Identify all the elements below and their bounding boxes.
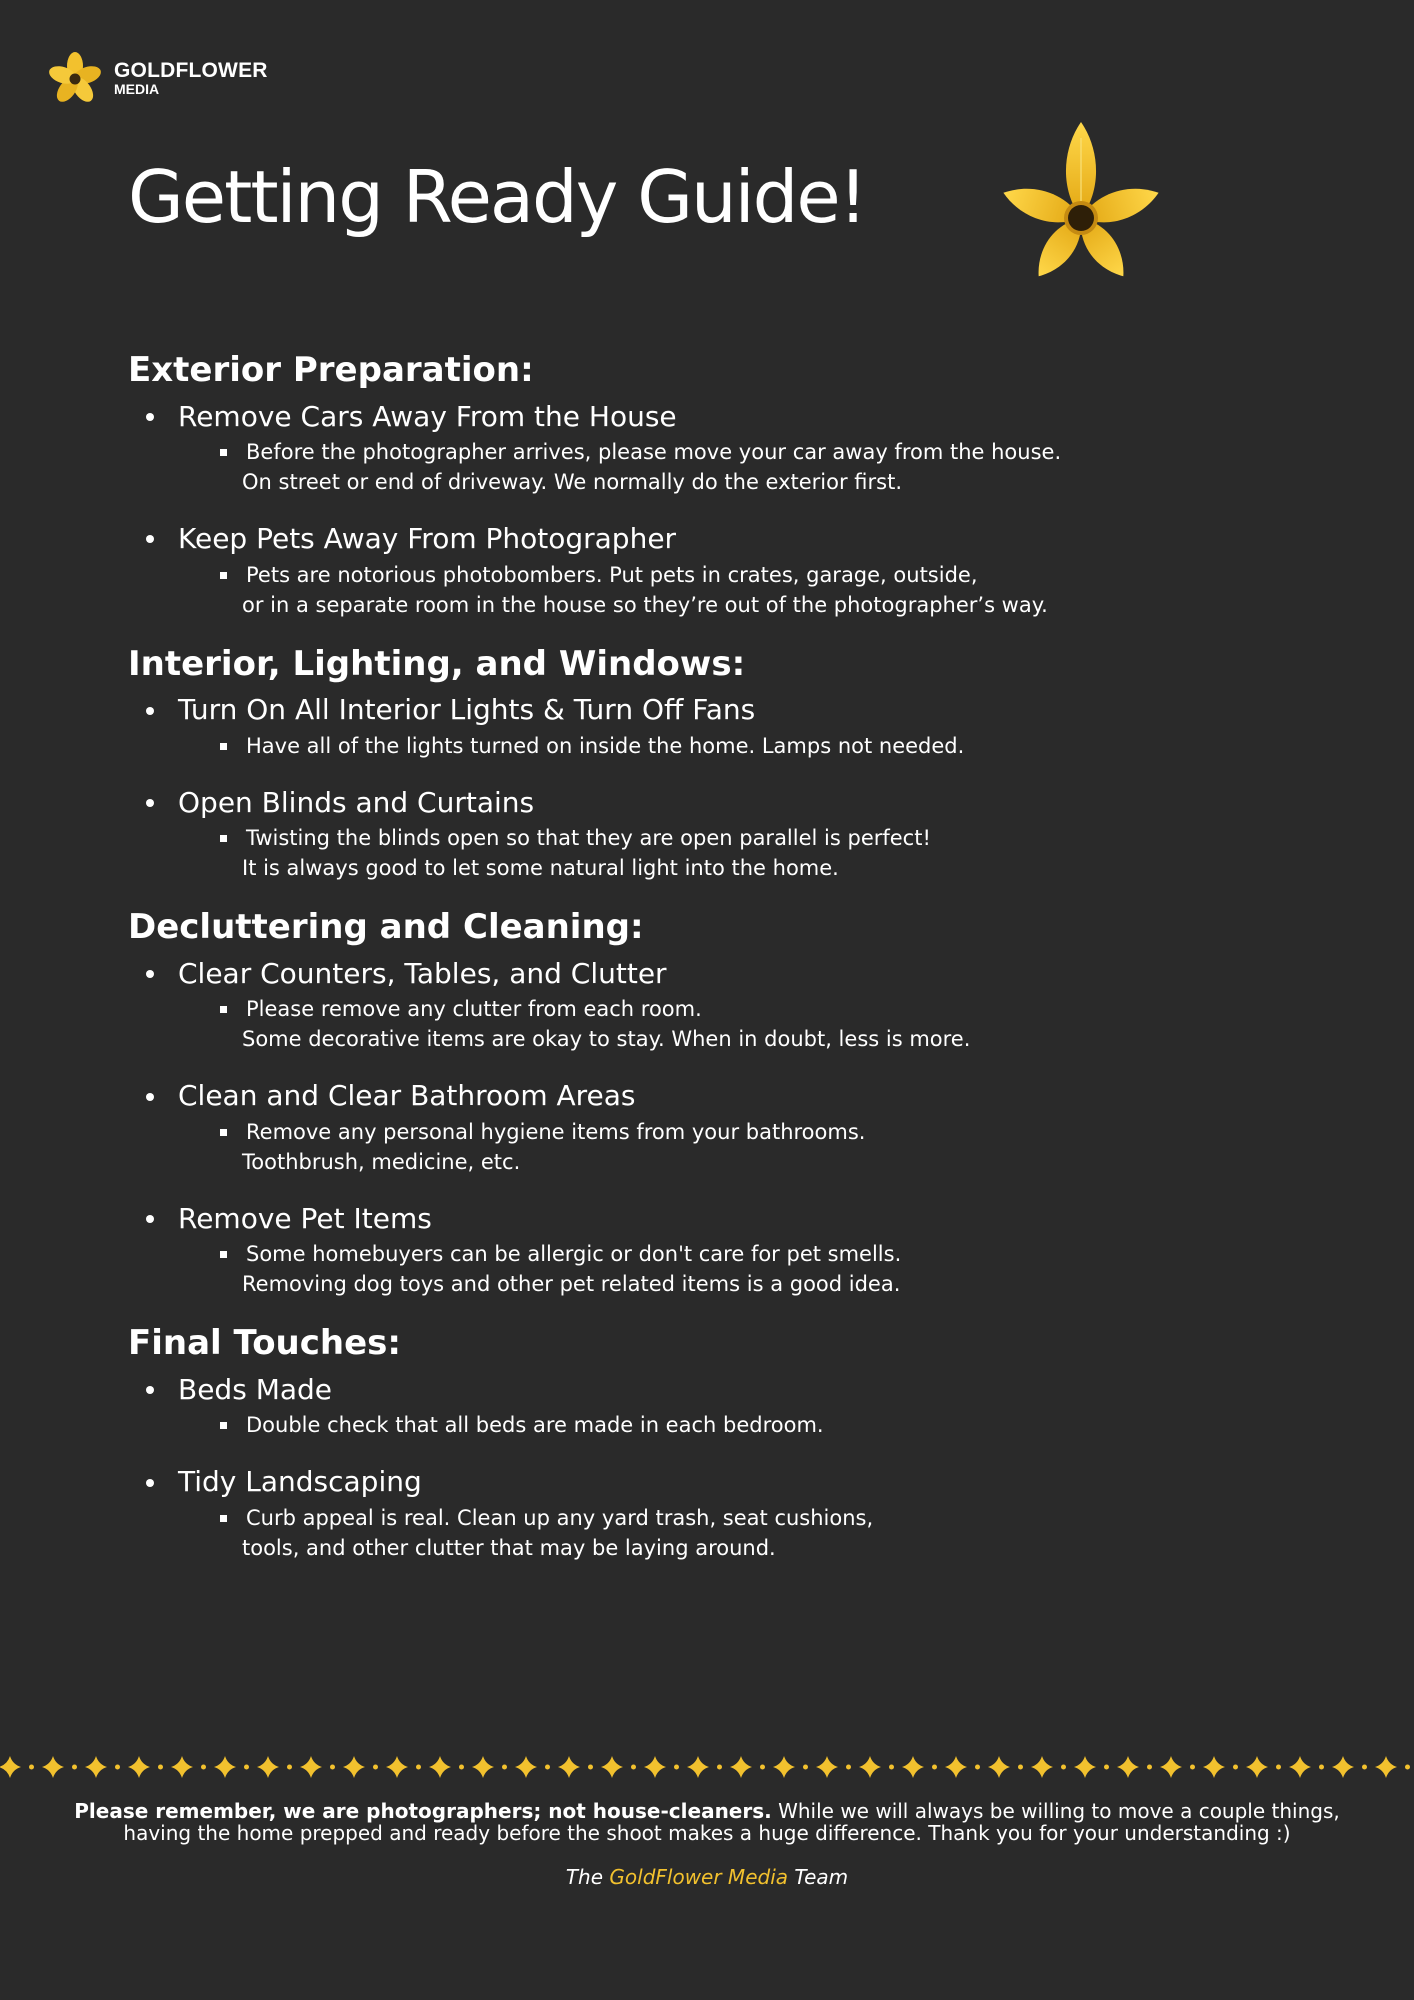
star-icon xyxy=(1203,1756,1225,1778)
star-icon xyxy=(257,1756,279,1778)
section-title: Interior, Lighting, and Windows: xyxy=(128,643,746,684)
detail-line: Toothbrush, medicine, etc. xyxy=(242,1149,521,1174)
item-detail xyxy=(220,994,1308,1054)
signoff-prefix: The xyxy=(565,1865,610,1889)
bullet-icon xyxy=(146,413,154,421)
dot-icon xyxy=(932,1765,937,1770)
detail-line: Some homebuyers can be allergic or don't care for pet smells. xyxy=(220,1239,1308,1269)
detail-line: Some decorative items are okay to stay. When in doubt, less is more. xyxy=(242,1027,971,1052)
item-title-text: Beds Made xyxy=(178,1372,333,1406)
star-icon xyxy=(902,1756,924,1778)
footer-text: While we will always be willing to move a couple things, xyxy=(771,1799,1340,1823)
dot-icon xyxy=(1362,1765,1367,1770)
list-item xyxy=(128,1464,1308,1562)
star-icon xyxy=(42,1756,64,1778)
item-title xyxy=(146,692,1308,728)
star-icon xyxy=(171,1756,193,1778)
item-detail xyxy=(220,823,1308,883)
section-title: Final Touches: xyxy=(128,1323,402,1364)
detail-line: Remove any personal hygiene items from your bathrooms. xyxy=(220,1117,1308,1147)
item-title xyxy=(146,1078,1308,1114)
detail-line: Curb appeal is real. Clean up any yard trash, seat cushions, xyxy=(220,1503,1308,1533)
dot-icon xyxy=(1319,1765,1324,1770)
section-title: Decluttering and Cleaning: xyxy=(128,907,644,948)
dot-icon xyxy=(717,1765,722,1770)
dot-icon xyxy=(674,1765,679,1770)
detail-line: It is always good to let some natural light into the home. xyxy=(242,856,839,881)
item-title-text: Tidy Landscaping xyxy=(178,1465,422,1499)
star-icon xyxy=(558,1756,580,1778)
list-item xyxy=(128,692,1308,760)
bullet-icon xyxy=(146,799,154,807)
dot-icon xyxy=(330,1765,335,1770)
detail-line: Have all of the lights turned on inside the home. Lamps not needed. xyxy=(220,731,1308,761)
item-title xyxy=(146,1201,1308,1237)
detail-line: tools, and other clutter that may be laying around. xyxy=(242,1535,776,1560)
section xyxy=(128,350,1308,620)
item-title-text: Turn On All Interior Lights & Turn Off Fans xyxy=(178,693,756,727)
dot-icon xyxy=(115,1765,120,1770)
detail-line: Before the photographer arrives, please move your car away from the house. xyxy=(220,437,1308,467)
item-title xyxy=(146,1464,1308,1500)
star-icon xyxy=(730,1756,752,1778)
star-icon xyxy=(601,1756,623,1778)
list-item xyxy=(128,521,1308,619)
bullet-icon xyxy=(146,1386,154,1394)
dot-icon xyxy=(1233,1765,1238,1770)
star-icon xyxy=(128,1756,150,1778)
item-title xyxy=(146,399,1308,435)
star-icon xyxy=(85,1756,107,1778)
detail-line: Pets are notorious photobombers. Put pets in crates, garage, outside, xyxy=(220,560,1308,590)
item-detail xyxy=(220,1239,1308,1299)
star-divider xyxy=(0,1754,1414,1780)
bullet-icon xyxy=(146,1479,154,1487)
dot-icon xyxy=(1147,1765,1152,1770)
list-item xyxy=(128,1372,1308,1440)
item-title-text: Clear Counters, Tables, and Clutter xyxy=(178,956,667,990)
signoff xyxy=(0,1866,1414,1888)
dot-icon xyxy=(459,1765,464,1770)
item-detail xyxy=(220,437,1308,497)
item-title-text: Open Blinds and Curtains xyxy=(178,785,535,819)
star-icon xyxy=(988,1756,1010,1778)
item-title xyxy=(146,785,1308,821)
star-icon xyxy=(644,1756,666,1778)
detail-line: Removing dog toys and other pet related items is a good idea. xyxy=(242,1272,901,1297)
star-icon xyxy=(945,1756,967,1778)
detail-line: Double check that all beds are made in each bedroom. xyxy=(220,1410,1308,1440)
section xyxy=(128,1323,1308,1563)
dot-icon xyxy=(1104,1765,1109,1770)
footer-note xyxy=(0,1800,1414,1888)
dot-icon xyxy=(287,1765,292,1770)
dot-icon xyxy=(889,1765,894,1770)
item-title-text: Keep Pets Away From Photographer xyxy=(178,522,677,556)
brand-logo xyxy=(44,52,268,104)
item-detail xyxy=(220,1410,1308,1440)
item-title-text: Remove Cars Away From the House xyxy=(178,399,677,433)
dot-icon xyxy=(416,1765,421,1770)
footer-text-line2: having the home prepped and ready before the shoot makes a huge difference. Thank you for your understanding :) xyxy=(123,1821,1291,1845)
gold-flower-icon xyxy=(978,118,1184,288)
list-item xyxy=(128,1201,1308,1299)
dot-icon xyxy=(201,1765,206,1770)
bullet-icon xyxy=(146,970,154,978)
logo-text-line2: MEDIA xyxy=(114,81,160,97)
bullet-icon xyxy=(146,1215,154,1223)
dot-icon xyxy=(631,1765,636,1770)
detail-line: or in a separate room in the house so they’re out of the photographer’s way. xyxy=(242,592,1048,617)
dot-icon xyxy=(1405,1765,1410,1770)
dot-icon xyxy=(803,1765,808,1770)
star-icon xyxy=(515,1756,537,1778)
list-item xyxy=(128,956,1308,1054)
logo-text-line1: GOLDFLOWER xyxy=(114,59,268,82)
item-detail xyxy=(220,731,1308,761)
list-item xyxy=(128,399,1308,497)
item-detail xyxy=(220,1117,1308,1177)
item-detail xyxy=(220,1503,1308,1563)
dot-icon xyxy=(72,1765,77,1770)
star-icon xyxy=(386,1756,408,1778)
star-icon xyxy=(1289,1756,1311,1778)
star-icon xyxy=(687,1756,709,1778)
detail-line: On street or end of driveway. We normally do the exterior first. xyxy=(242,470,903,495)
dot-icon xyxy=(1018,1765,1023,1770)
star-icon xyxy=(1246,1756,1268,1778)
detail-line: Twisting the blinds open so that they are open parallel is perfect! xyxy=(220,823,1308,853)
dot-icon xyxy=(373,1765,378,1770)
star-icon xyxy=(472,1756,494,1778)
star-icon xyxy=(773,1756,795,1778)
page-title: Getting Ready Guide! xyxy=(128,155,866,239)
dot-icon xyxy=(244,1765,249,1770)
star-icon xyxy=(0,1756,21,1778)
detail-line: Please remove any clutter from each room. xyxy=(220,994,1308,1024)
dot-icon xyxy=(29,1765,34,1770)
dot-icon xyxy=(1190,1765,1195,1770)
dot-icon xyxy=(975,1765,980,1770)
dot-icon xyxy=(1061,1765,1066,1770)
star-icon xyxy=(1332,1756,1354,1778)
signoff-suffix: Team xyxy=(788,1865,849,1889)
star-icon xyxy=(1031,1756,1053,1778)
star-icon xyxy=(214,1756,236,1778)
dot-icon xyxy=(1276,1765,1281,1770)
dot-icon xyxy=(588,1765,593,1770)
bullet-icon xyxy=(146,707,154,715)
list-item xyxy=(128,1078,1308,1176)
star-icon xyxy=(816,1756,838,1778)
signoff-brand: GoldFlower Media xyxy=(609,1865,788,1889)
star-icon xyxy=(429,1756,451,1778)
star-icon xyxy=(1074,1756,1096,1778)
item-title xyxy=(146,956,1308,992)
dot-icon xyxy=(760,1765,765,1770)
dot-icon xyxy=(846,1765,851,1770)
gold-flower-icon xyxy=(44,52,106,104)
item-title xyxy=(146,521,1308,557)
bullet-icon xyxy=(146,1093,154,1101)
star-icon xyxy=(1375,1756,1397,1778)
item-title xyxy=(146,1372,1308,1408)
section xyxy=(128,907,1308,1299)
bullet-icon xyxy=(146,535,154,543)
star-icon xyxy=(343,1756,365,1778)
list-item xyxy=(128,785,1308,883)
star-icon xyxy=(1160,1756,1182,1778)
dot-icon xyxy=(502,1765,507,1770)
star-icon xyxy=(859,1756,881,1778)
section-title: Exterior Preparation: xyxy=(128,350,534,390)
section xyxy=(128,644,1308,884)
star-icon xyxy=(300,1756,322,1778)
item-title-text: Clean and Clear Bathroom Areas xyxy=(178,1079,636,1113)
item-title-text: Remove Pet Items xyxy=(178,1201,432,1235)
guide-content xyxy=(128,350,1308,1587)
dot-icon xyxy=(158,1765,163,1770)
dot-icon xyxy=(545,1765,550,1770)
item-detail xyxy=(220,560,1308,620)
star-icon xyxy=(1117,1756,1139,1778)
footer-bold-text: Please remember, we are photographers; not house-cleaners. xyxy=(74,1799,772,1823)
